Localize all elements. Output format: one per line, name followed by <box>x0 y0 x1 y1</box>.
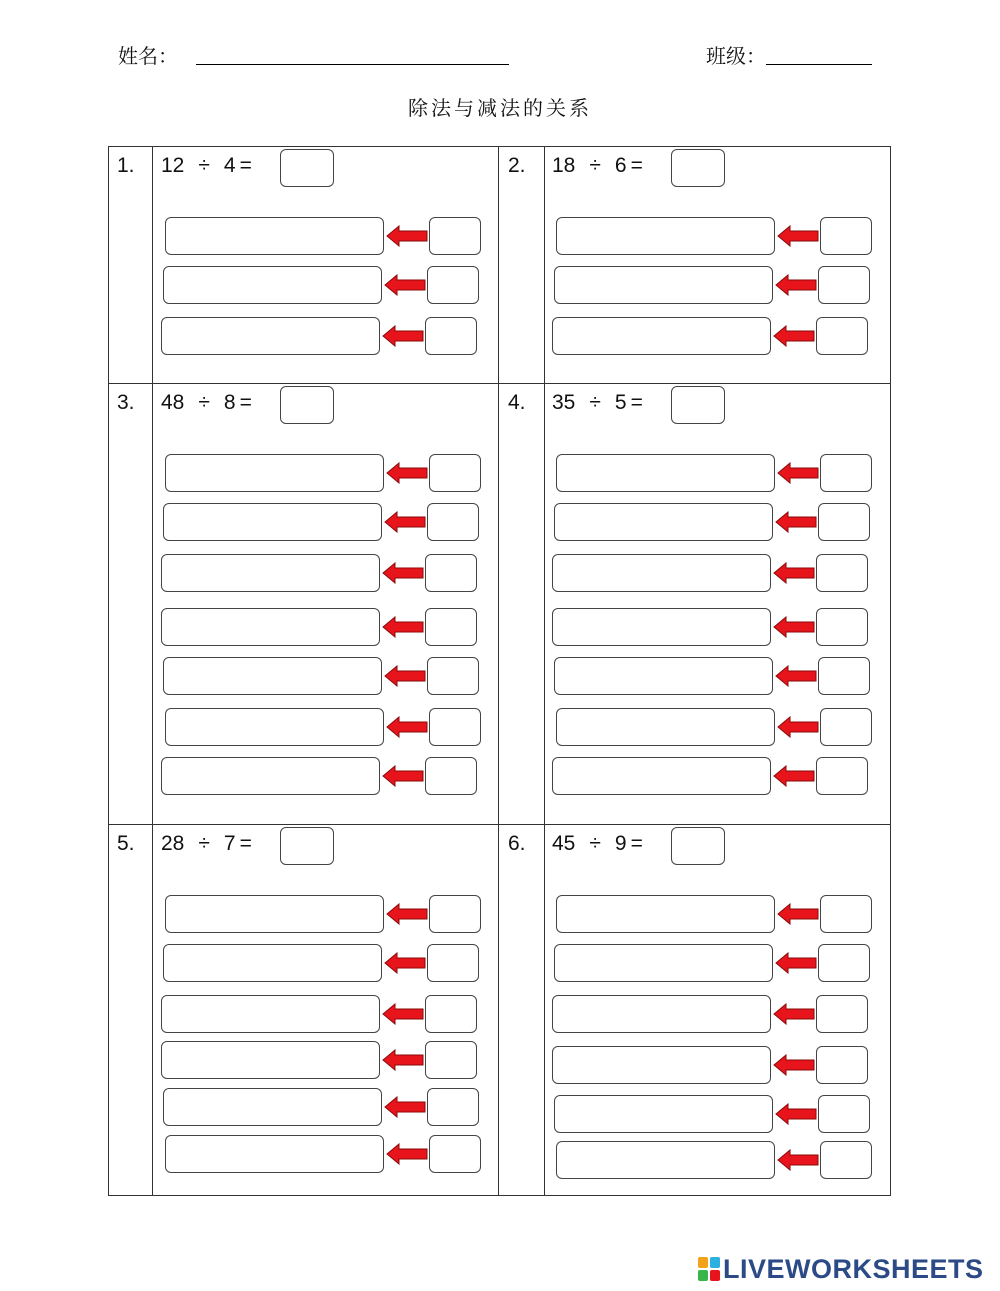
left-arrow-icon <box>382 616 424 638</box>
count-input-box[interactable] <box>427 503 479 541</box>
count-input-box[interactable] <box>427 1088 479 1126</box>
subtraction-row <box>552 1046 872 1084</box>
left-arrow-icon <box>382 562 424 584</box>
count-input-box[interactable] <box>816 757 868 795</box>
subtraction-input-box[interactable] <box>552 554 771 592</box>
dividend: 45 <box>552 832 576 855</box>
subtraction-input-box[interactable] <box>554 266 773 304</box>
count-input-box[interactable] <box>816 995 868 1033</box>
dividend: 12 <box>161 154 185 177</box>
left-arrow-icon <box>773 325 815 347</box>
subtraction-row <box>556 454 876 492</box>
subtraction-row <box>165 708 485 746</box>
division-equation <box>552 154 647 178</box>
problem-grid <box>108 146 891 1196</box>
left-arrow-icon <box>773 1054 815 1076</box>
subtraction-input-box[interactable] <box>161 995 380 1033</box>
divisor: 8 <box>223 391 236 414</box>
division-equation <box>552 832 647 856</box>
division-equation <box>552 391 647 415</box>
subtraction-row <box>552 757 872 795</box>
subtraction-input-box[interactable] <box>163 1088 382 1126</box>
subtraction-input-box[interactable] <box>552 317 771 355</box>
subtraction-row <box>554 944 874 982</box>
subtraction-row <box>165 217 485 255</box>
subtraction-row <box>554 503 874 541</box>
class-input-line[interactable] <box>766 64 872 65</box>
division-equation <box>161 154 256 178</box>
count-input-box[interactable] <box>818 1095 870 1133</box>
subtraction-input-box[interactable] <box>163 503 382 541</box>
subtraction-input-box[interactable] <box>554 1095 773 1133</box>
subtraction-row <box>552 995 872 1033</box>
left-arrow-icon <box>382 325 424 347</box>
subtraction-row <box>554 657 874 695</box>
left-arrow-icon <box>773 1003 815 1025</box>
divisor: 4 <box>223 154 236 177</box>
dividend: 35 <box>552 391 576 414</box>
count-input-box[interactable] <box>820 1141 872 1179</box>
equals-sign: = <box>630 391 643 414</box>
dividend: 18 <box>552 154 576 177</box>
count-input-box[interactable] <box>818 503 870 541</box>
subtraction-row <box>554 1095 874 1133</box>
left-arrow-icon <box>382 765 424 787</box>
left-arrow-icon <box>382 1003 424 1025</box>
subtraction-row <box>161 608 481 646</box>
count-input-box[interactable] <box>425 1041 477 1079</box>
subtraction-input-box[interactable] <box>554 503 773 541</box>
subtraction-input-box[interactable] <box>165 708 384 746</box>
liveworksheets-logo <box>698 1254 984 1284</box>
count-input-box[interactable] <box>427 266 479 304</box>
quotient-answer-box[interactable] <box>280 386 334 424</box>
quotient-answer-box[interactable] <box>671 827 725 865</box>
name-label: 姓名： <box>118 44 178 68</box>
subtraction-input-box[interactable] <box>556 708 775 746</box>
quotient-answer-box[interactable] <box>280 827 334 865</box>
left-arrow-icon <box>773 765 815 787</box>
left-arrow-icon <box>384 952 426 974</box>
subtraction-row <box>552 608 872 646</box>
subtraction-row <box>556 708 876 746</box>
left-arrow-icon <box>384 665 426 687</box>
division-sign: ÷ <box>198 391 210 414</box>
equals-sign: = <box>630 154 643 177</box>
dividend: 48 <box>161 391 185 414</box>
subtraction-input-box[interactable] <box>165 217 384 255</box>
subtraction-input-box[interactable] <box>165 1135 384 1173</box>
subtraction-input-box[interactable] <box>552 757 771 795</box>
dividend: 28 <box>161 832 185 855</box>
subtraction-input-box[interactable] <box>554 657 773 695</box>
divisor: 6 <box>614 154 627 177</box>
subtraction-input-box[interactable] <box>552 608 771 646</box>
subtraction-row <box>161 554 481 592</box>
count-input-box[interactable] <box>816 554 868 592</box>
subtraction-input-box[interactable] <box>556 895 775 933</box>
count-input-box[interactable] <box>429 454 481 492</box>
problem-number: 5. <box>117 832 135 855</box>
subtraction-input-box[interactable] <box>161 757 380 795</box>
left-arrow-icon <box>775 511 817 533</box>
problem-cell <box>500 825 889 1255</box>
count-input-box[interactable] <box>820 454 872 492</box>
subtraction-row <box>161 1041 481 1079</box>
count-input-box[interactable] <box>425 608 477 646</box>
divisor: 7 <box>223 832 236 855</box>
division-equation <box>161 391 256 415</box>
grid-divider <box>498 147 499 1195</box>
subtraction-row <box>163 1088 483 1126</box>
subtraction-row <box>163 266 483 304</box>
problem-number: 1. <box>117 154 135 177</box>
subtraction-input-box[interactable] <box>556 1141 775 1179</box>
left-arrow-icon <box>777 716 819 738</box>
left-arrow-icon <box>777 462 819 484</box>
equals-sign: = <box>630 832 643 855</box>
left-arrow-icon <box>777 1149 819 1171</box>
count-input-box[interactable] <box>820 708 872 746</box>
subtraction-input-box[interactable] <box>163 266 382 304</box>
division-sign: ÷ <box>589 832 601 855</box>
class-label: 班级： <box>706 44 766 68</box>
left-arrow-icon <box>775 952 817 974</box>
subtraction-row <box>165 454 485 492</box>
subtraction-row <box>554 266 874 304</box>
subtraction-input-box[interactable] <box>165 454 384 492</box>
subtraction-row <box>556 895 876 933</box>
subtraction-row <box>163 944 483 982</box>
quotient-answer-box[interactable] <box>280 149 334 187</box>
count-input-box[interactable] <box>427 657 479 695</box>
count-input-box[interactable] <box>816 1046 868 1084</box>
left-arrow-icon <box>773 562 815 584</box>
quotient-answer-box[interactable] <box>671 149 725 187</box>
worksheet-title: 除法与减法的关系 <box>408 96 592 120</box>
subtraction-row <box>552 554 872 592</box>
liveworksheets-logo-icon <box>698 1257 720 1281</box>
count-input-box[interactable] <box>818 944 870 982</box>
subtraction-row <box>163 503 483 541</box>
count-input-box[interactable] <box>425 554 477 592</box>
left-arrow-icon <box>386 462 428 484</box>
divisor: 9 <box>614 832 627 855</box>
count-input-box[interactable] <box>820 217 872 255</box>
subtraction-row <box>163 657 483 695</box>
name-input-line[interactable] <box>196 64 509 65</box>
division-sign: ÷ <box>589 391 601 414</box>
subtraction-row <box>165 1135 485 1173</box>
left-arrow-icon <box>777 903 819 925</box>
left-arrow-icon <box>773 616 815 638</box>
count-input-box[interactable] <box>425 757 477 795</box>
division-sign: ÷ <box>198 154 210 177</box>
subtraction-row <box>556 1141 876 1179</box>
problem-number: 2. <box>508 154 526 177</box>
subtraction-input-box[interactable] <box>552 1046 771 1084</box>
subtraction-input-box[interactable] <box>163 944 382 982</box>
subtraction-input-box[interactable] <box>161 554 380 592</box>
problem-number: 6. <box>508 832 526 855</box>
left-arrow-icon <box>384 511 426 533</box>
equals-sign: = <box>239 154 252 177</box>
subtraction-input-box[interactable] <box>552 995 771 1033</box>
left-arrow-icon <box>386 1143 428 1165</box>
count-input-box[interactable] <box>427 944 479 982</box>
count-input-box[interactable] <box>429 708 481 746</box>
divisor: 5 <box>614 391 627 414</box>
left-arrow-icon <box>775 274 817 296</box>
subtraction-row <box>556 217 876 255</box>
subtraction-input-box[interactable] <box>554 944 773 982</box>
count-input-box[interactable] <box>429 217 481 255</box>
subtraction-row <box>552 317 872 355</box>
count-input-box[interactable] <box>429 1135 481 1173</box>
left-arrow-icon <box>382 1049 424 1071</box>
left-arrow-icon <box>386 716 428 738</box>
subtraction-input-box[interactable] <box>556 217 775 255</box>
left-arrow-icon <box>386 225 428 247</box>
problem-cell <box>109 825 498 1255</box>
subtraction-row <box>165 895 485 933</box>
count-input-box[interactable] <box>425 317 477 355</box>
subtraction-input-box[interactable] <box>165 895 384 933</box>
problem-number: 3. <box>117 391 135 414</box>
subtraction-input-box[interactable] <box>163 657 382 695</box>
left-arrow-icon <box>384 274 426 296</box>
subtraction-row <box>161 757 481 795</box>
count-input-box[interactable] <box>818 657 870 695</box>
equals-sign: = <box>239 391 252 414</box>
logo-text: LIVEWORKSHEETS <box>723 1253 984 1284</box>
equals-sign: = <box>239 832 252 855</box>
subtraction-row <box>161 995 481 1033</box>
count-input-box[interactable] <box>816 608 868 646</box>
left-arrow-icon <box>386 903 428 925</box>
subtraction-input-box[interactable] <box>161 1041 380 1079</box>
quotient-answer-box[interactable] <box>671 386 725 424</box>
problem-cell <box>109 384 498 814</box>
division-equation <box>161 832 256 856</box>
left-arrow-icon <box>384 1096 426 1118</box>
count-input-box[interactable] <box>820 895 872 933</box>
left-arrow-icon <box>775 1103 817 1125</box>
left-arrow-icon <box>777 225 819 247</box>
left-arrow-icon <box>775 665 817 687</box>
count-input-box[interactable] <box>429 895 481 933</box>
division-sign: ÷ <box>589 154 601 177</box>
subtraction-row <box>161 317 481 355</box>
problem-number: 4. <box>508 391 526 414</box>
count-input-box[interactable] <box>818 266 870 304</box>
subtraction-input-box[interactable] <box>556 454 775 492</box>
count-input-box[interactable] <box>425 995 477 1033</box>
subtraction-input-box[interactable] <box>161 608 380 646</box>
subtraction-input-box[interactable] <box>161 317 380 355</box>
problem-cell <box>500 384 889 814</box>
division-sign: ÷ <box>198 832 210 855</box>
count-input-box[interactable] <box>816 317 868 355</box>
